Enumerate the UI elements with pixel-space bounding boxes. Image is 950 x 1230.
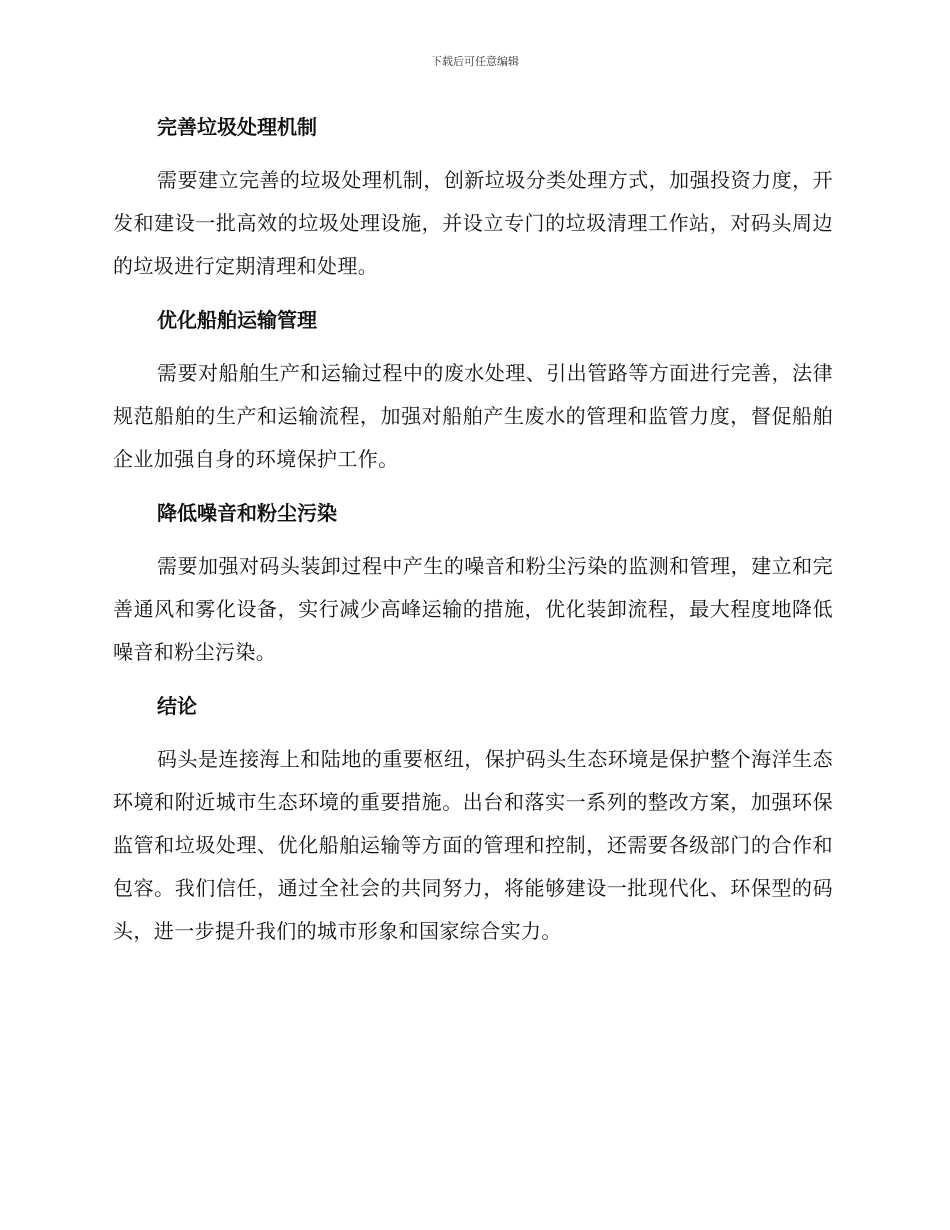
section-noise-dust — [113, 496, 833, 674]
section-paragraph: 码头是连接海上和陆地的重要枢纽，保护码头生态环境是保护整个海洋生态环境和附近城市生态环境的重要措施。出台和落实一系列的整改方案，加强环保监管和垃圾处理、优化船舶运输等方面的管理和控制，还需要各级部门的合作和包容。我们信任，通过全社会的共同努力，将能够建设一批现代化、环保型的码头，进一步提升我们的城市形象和国家综合实力。 — [113, 747, 833, 943]
section-heading: 完善垃圾处理机制 — [157, 115, 317, 139]
section-paragraph: 需要对船舶生产和运输过程中的废水处理、引出管路等方面进行完善，法律规范船舶的生产和运输流程，加强对船舶产生废水的管理和监管力度，督促船舶企业加强自身的环境保护工作。 — [113, 361, 833, 471]
section-heading: 降低噪音和粉尘污染 — [157, 501, 337, 525]
page-header: 下载后可任意编辑 — [431, 55, 519, 68]
section-heading: 结论 — [157, 694, 197, 718]
section-ship-transport — [113, 303, 833, 481]
section-paragraph: 需要建立完善的垃圾处理机制，创新垃圾分类处理方式，加强投资力度，开发和建设一批高效的垃圾处理设施，并设立专门的垃圾清理工作站，对码头周边的垃圾进行定期清理和处理。 — [113, 168, 833, 278]
section-paragraph: 需要加强对码头装卸过程中产生的噪音和粉尘污染的监测和管理，建立和完善通风和雾化设备，实行减少高峰运输的措施，优化装卸流程，最大程度地降低噪音和粉尘污染。 — [113, 554, 833, 664]
section-conclusion — [113, 689, 833, 953]
document-body — [113, 110, 833, 968]
section-heading: 优化船舶运输管理 — [157, 308, 317, 332]
section-waste-mechanism — [113, 110, 833, 288]
